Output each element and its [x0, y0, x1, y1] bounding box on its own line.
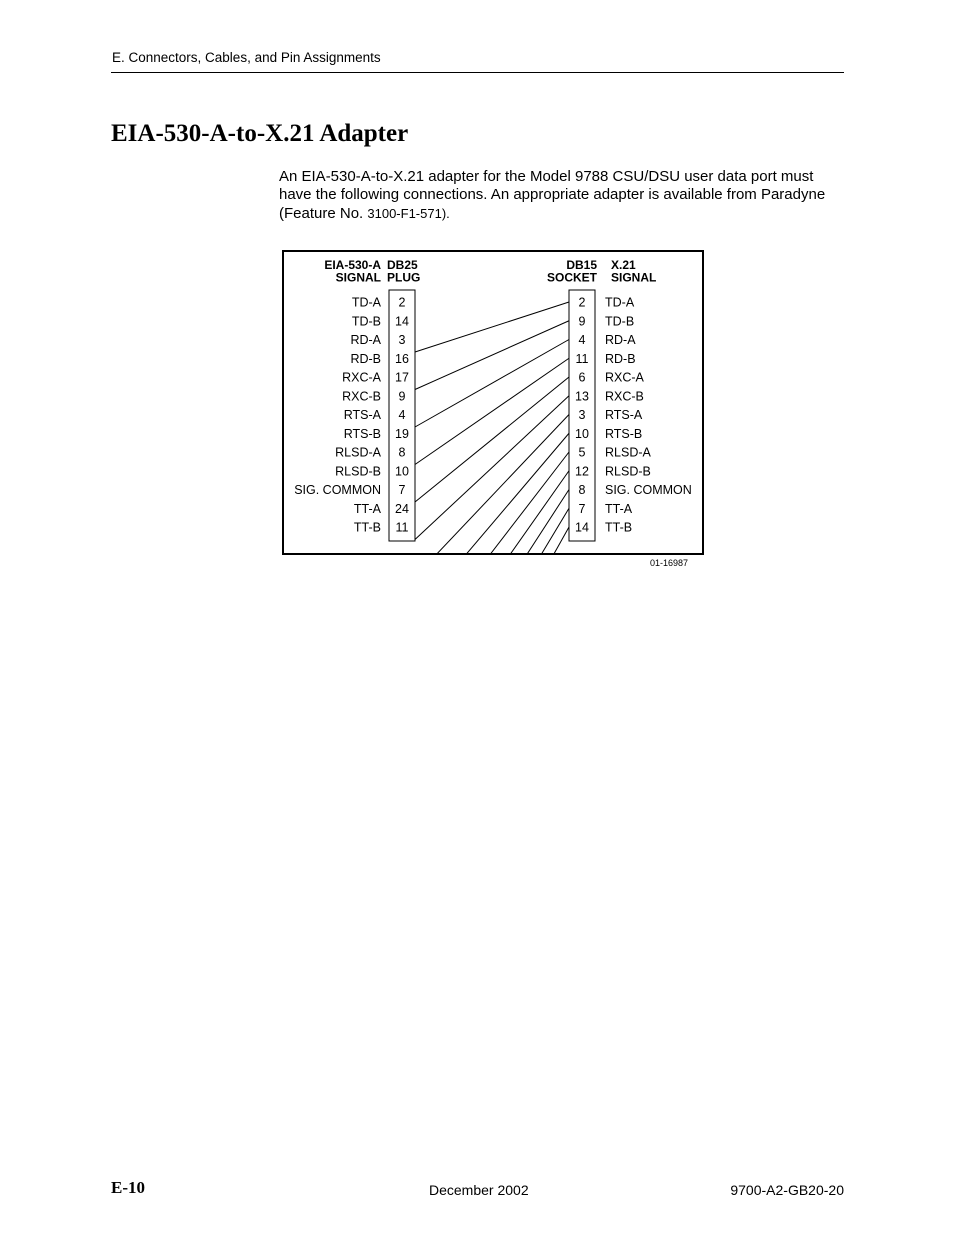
left-signal-label: RTS-B — [343, 426, 381, 441]
left-signal-label: TT-A — [353, 501, 381, 516]
left-signal-label: TT-B — [353, 520, 381, 535]
intro-paragraph — [279, 168, 844, 223]
db15-pin-number: 3 — [578, 408, 586, 422]
connection-wire — [415, 396, 569, 540]
left-signal-label: TD-A — [351, 295, 381, 310]
db25-pin-number: 10 — [395, 464, 409, 479]
connection-wire — [415, 527, 569, 553]
header-rule — [111, 72, 844, 73]
right-signal-label: RD-A — [605, 333, 636, 347]
db15-pin-number: 12 — [575, 464, 589, 479]
left-signal-header: EIA-530-A — [324, 258, 381, 272]
left-signal-label: RD-B — [350, 351, 381, 366]
right-signal-label: RTS-A — [605, 408, 643, 422]
db15-pin-number: 6 — [578, 370, 586, 385]
db25-pin-number: 2 — [398, 295, 406, 310]
db15-pin-number: 5 — [578, 445, 586, 460]
right-signal-label: RLSD-A — [605, 445, 651, 460]
right-signal-label: TD-B — [605, 314, 635, 329]
right-signal-header: X.21 — [611, 258, 636, 272]
left-signal-label: TD-B — [351, 314, 381, 329]
db25-pin-number: 11 — [395, 520, 409, 535]
right-signal-label: TT-A — [605, 501, 633, 516]
db15-pin-number: 9 — [578, 314, 586, 329]
db25-pin-number: 17 — [395, 370, 409, 385]
connection-wire — [415, 358, 569, 464]
page-number: E-10 — [111, 1178, 145, 1197]
db15-pin-number: 7 — [578, 501, 586, 516]
db25-pin-number: 8 — [398, 445, 406, 460]
connection-wire — [415, 321, 569, 390]
db25-pin-number: 14 — [395, 314, 409, 329]
db25-pin-number: 19 — [395, 426, 409, 441]
db15-pin-number: 13 — [575, 389, 589, 404]
db15-pin-number: 2 — [578, 295, 586, 310]
db25-pin-number: 4 — [398, 408, 406, 422]
db25-pin-number: 16 — [395, 351, 409, 366]
left-signal-label: RD-A — [350, 333, 381, 347]
left-pin-header: DB25 — [387, 258, 418, 272]
right-signal-label: TD-A — [605, 295, 635, 310]
left-pin-header: PLUG — [387, 270, 421, 285]
connection-wire — [415, 433, 569, 553]
left-signal-label: RXC-A — [342, 370, 381, 385]
connection-wire — [415, 490, 569, 554]
document-number: 9700-A2-GB20-20 — [730, 1182, 844, 1198]
connection-wire — [415, 340, 569, 428]
right-signal-label: RXC-A — [605, 370, 644, 385]
section-title: EIA-530-A-to-X.21 Adapter — [111, 120, 409, 147]
right-pin-header: DB15 — [566, 258, 597, 272]
left-signal-label: SIG. COMMON — [294, 483, 381, 497]
connection-wire — [415, 302, 569, 352]
db15-pin-number: 8 — [578, 483, 586, 497]
db25-pin-number: 9 — [398, 389, 406, 404]
right-signal-label: RD-B — [605, 351, 636, 366]
db15-pin-number: 4 — [578, 333, 586, 347]
pinout-diagram-svg — [284, 252, 702, 553]
right-signal-label: RXC-B — [605, 389, 644, 404]
intro-text: An EIA-530-A-to-X.21 adapter for the Model 9788 CSU/DSU user data port must have the following connections. An appropriate adapter is available from Paradyne (Feature No. — [279, 168, 826, 222]
right-signal-label: TT-B — [605, 520, 633, 535]
db15-pin-number: 10 — [575, 426, 589, 441]
right-signal-label: RTS-B — [605, 426, 643, 441]
left-signal-label: RXC-B — [342, 389, 381, 404]
pinout-diagram — [282, 250, 704, 555]
left-signal-label: RLSD-A — [335, 445, 381, 460]
left-signal-header: SIGNAL — [335, 270, 381, 285]
right-signal-header: SIGNAL — [611, 270, 657, 285]
connection-wire — [415, 508, 569, 553]
left-signal-label: RTS-A — [343, 408, 381, 422]
publication-date: December 2002 — [429, 1182, 529, 1198]
right-signal-label: SIG. COMMON — [605, 483, 692, 497]
running-header: E. Connectors, Cables, and Pin Assignments — [112, 50, 381, 65]
db25-pin-number: 24 — [395, 501, 409, 516]
right-pin-header: SOCKET — [546, 270, 597, 285]
left-signal-label: RLSD-B — [335, 464, 381, 479]
figure-id: 01-16987 — [650, 558, 689, 568]
feature-number: 3100-F1-571 — [367, 205, 442, 221]
right-signal-label: RLSD-B — [605, 464, 651, 479]
intro-close: ). — [441, 205, 450, 221]
db25-pin-number: 3 — [398, 333, 406, 347]
db25-pin-number: 7 — [398, 483, 406, 497]
db15-pin-number: 11 — [575, 351, 589, 366]
db15-pin-number: 14 — [575, 520, 589, 535]
